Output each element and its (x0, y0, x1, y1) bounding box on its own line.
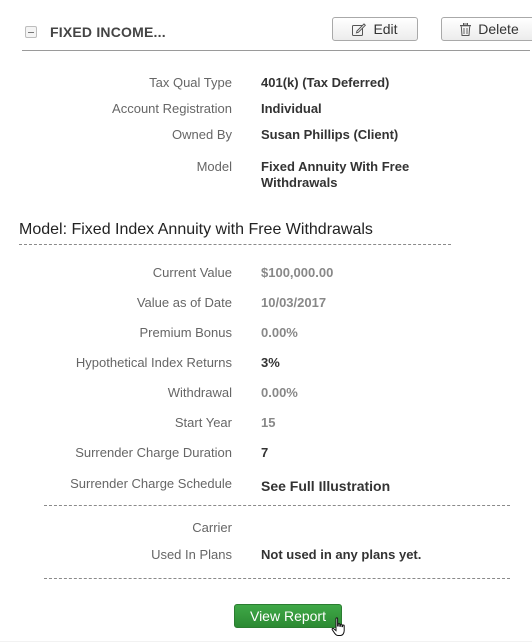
field-premium-bonus (0, 325, 532, 345)
pencil-icon (352, 23, 366, 36)
field-value: Individual (261, 101, 322, 116)
field-label: Surrender Charge Schedule (70, 476, 232, 491)
field-start-year (0, 415, 532, 435)
field-value: 0.00% (261, 325, 298, 340)
view-report-button[interactable]: View Report (234, 604, 342, 628)
field-used-in-plans (0, 547, 532, 567)
field-value: Fixed Annuity With Free Withdrawals (261, 159, 410, 190)
collapse-toggle-icon[interactable] (25, 26, 37, 38)
field-carrier (0, 520, 532, 540)
field-value: 0.00% (261, 385, 298, 400)
delete-button-label: Delete (478, 21, 519, 37)
field-label: Premium Bonus (139, 325, 232, 340)
field-value: Not used in any plans yet. (261, 547, 422, 562)
field-model (0, 159, 532, 193)
field-value: 15 (261, 415, 276, 430)
field-hypothetical-index-returns (0, 355, 532, 375)
see-full-illustration-link[interactable]: See Full Illustration (261, 478, 391, 494)
field-tax-qual-type (0, 75, 532, 95)
field-label: Owned By (172, 127, 232, 142)
field-label: Tax Qual Type (149, 75, 232, 90)
field-owned-by (0, 127, 532, 147)
field-value: 3% (261, 355, 280, 370)
model-section-title: Model: Fixed Index Annuity with Free Withdrawals (19, 221, 373, 238)
field-surrender-charge-duration (0, 445, 532, 465)
edit-button[interactable] (332, 17, 418, 41)
field-label: Carrier (192, 520, 232, 535)
field-label: Withdrawal (167, 385, 232, 400)
field-account-registration (0, 101, 532, 121)
field-label: Used In Plans (151, 547, 232, 562)
field-label: Start Year (174, 415, 232, 430)
section-divider (44, 505, 510, 506)
field-current-value (0, 265, 532, 285)
field-value: 401(k) (Tax Deferred) (261, 75, 390, 90)
field-value-as-of-date (0, 295, 532, 315)
field-label: Surrender Charge Duration (75, 445, 232, 460)
field-label: Account Registration (112, 101, 232, 116)
account-title: FIXED INCOME... (50, 24, 166, 40)
delete-button[interactable] (441, 17, 532, 41)
field-label: Model (196, 159, 232, 174)
field-value: 10/03/2017 (261, 295, 327, 310)
field-value: 7 (261, 445, 269, 460)
hand-cursor-icon (331, 617, 347, 637)
field-label: Current Value (152, 265, 232, 280)
trash-icon (460, 23, 471, 36)
field-withdrawal (0, 385, 532, 405)
edit-button-label: Edit (373, 21, 398, 37)
section-divider (19, 244, 451, 245)
field-surrender-charge-schedule (0, 476, 532, 496)
field-value: $100,000.00 (261, 265, 334, 280)
field-label: Value as of Date (136, 295, 232, 310)
account-header (22, 14, 530, 51)
field-label: Hypothetical Index Returns (75, 355, 232, 370)
section-divider (44, 578, 510, 579)
field-value: Susan Phillips (Client) (261, 127, 399, 142)
